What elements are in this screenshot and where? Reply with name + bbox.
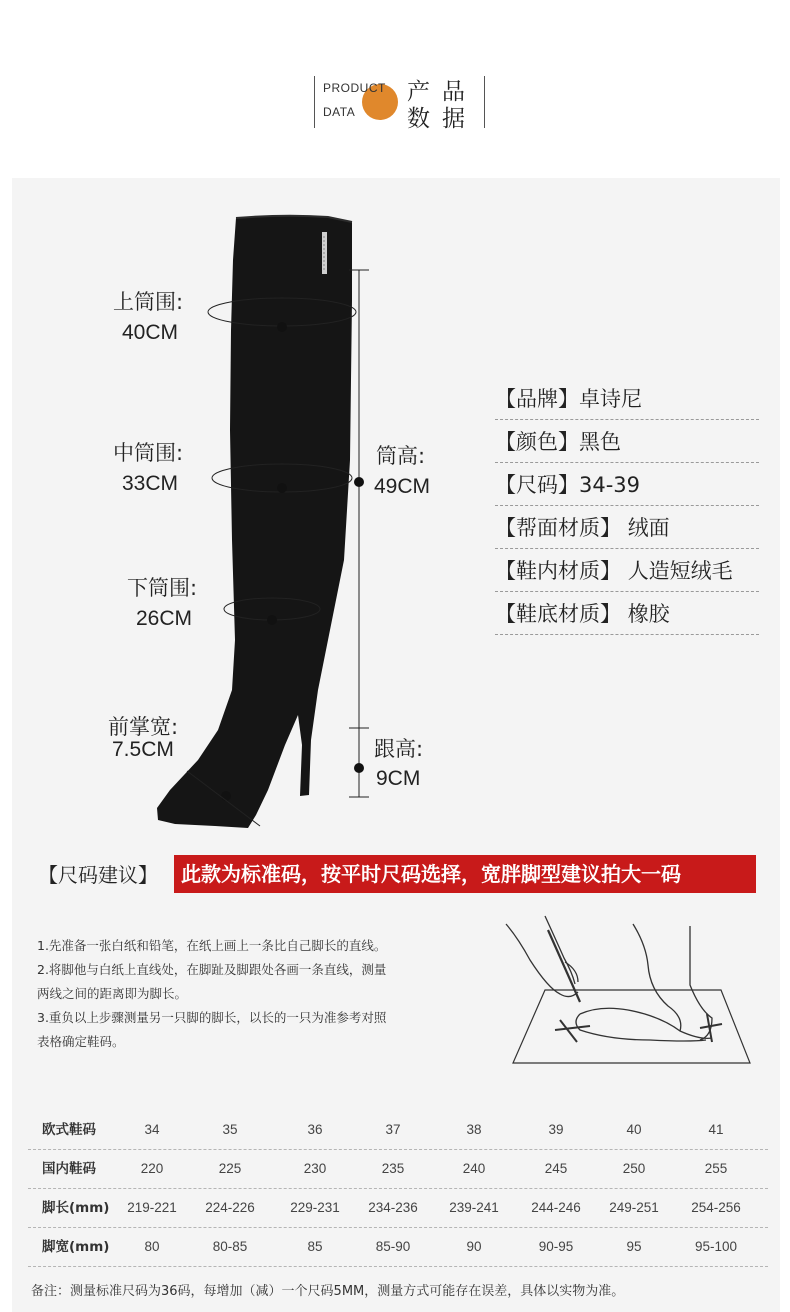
measure-step-3-cont: 表格确定鞋码。 xyxy=(37,1034,125,1049)
spec-size-label: 【尺码】 xyxy=(495,473,579,497)
spec-color xyxy=(495,421,759,463)
table-cell: 245 xyxy=(544,1161,568,1176)
table-cell: 37 xyxy=(385,1122,401,1137)
size-note: 备注：测量标准尺码为36码，每增加（减）一个尺码5MM，测量方式可能存在误差，具体以实物为准。 xyxy=(31,1284,625,1299)
table-cell: 39 xyxy=(548,1122,564,1137)
table-cell: 36 xyxy=(307,1122,323,1137)
table-cell: 85 xyxy=(307,1239,323,1254)
table-cell: 80 xyxy=(144,1239,160,1254)
table-row xyxy=(28,1188,768,1228)
lower-shaft-label: 下筒围: xyxy=(127,576,198,600)
table-cell: 254-256 xyxy=(691,1200,741,1215)
table-cell: 235 xyxy=(381,1161,405,1176)
table-cell: 234-236 xyxy=(368,1200,418,1215)
measure-step-2: 2.将脚他与白纸上直线处，在脚趾及脚跟处各画一条直线，测量 xyxy=(37,962,387,977)
spec-upper-material-value: 绒面 xyxy=(627,516,670,540)
table-cell: 240 xyxy=(462,1161,486,1176)
table-cell: 40 xyxy=(626,1122,642,1137)
table-cell: 249-251 xyxy=(609,1200,659,1215)
lower-shaft-value: 26CM xyxy=(136,607,193,630)
shaft-height-label: 筒高: xyxy=(376,444,426,468)
table-row xyxy=(28,1227,768,1267)
size-advice-title: 【尺码建议】 xyxy=(38,863,158,887)
table-cell: 239-241 xyxy=(449,1200,499,1215)
table-cell: 250 xyxy=(622,1161,646,1176)
spec-sole-material xyxy=(495,593,759,635)
table-cell: 38 xyxy=(466,1122,482,1137)
table-cell: 225 xyxy=(218,1161,242,1176)
table-cell: 41 xyxy=(708,1122,724,1137)
mid-shaft-label: 中筒围: xyxy=(113,441,184,465)
boot-silhouette xyxy=(157,216,352,828)
table-cell: 90 xyxy=(466,1239,482,1254)
header-en-line1: PRODUCT xyxy=(323,81,386,95)
header-cn-line1: 产品 xyxy=(407,79,477,105)
table-cell: 230 xyxy=(303,1161,327,1176)
table-row-head: 国内鞋码 xyxy=(42,1161,96,1177)
table-cell: 224-226 xyxy=(205,1200,255,1215)
table-cell: 95-100 xyxy=(694,1239,738,1254)
spec-color-label: 【颜色】 xyxy=(495,430,579,454)
table-cell: 35 xyxy=(222,1122,238,1137)
header-en-line2: DATA xyxy=(323,105,356,119)
spec-color-value: 黑色 xyxy=(579,430,621,454)
table-cell: 95 xyxy=(626,1239,642,1254)
spec-sole-material-value: 橡胶 xyxy=(627,602,670,626)
shaft-height-value: 49CM xyxy=(374,475,431,498)
table-cell: 34 xyxy=(144,1122,160,1137)
table-cell: 85-90 xyxy=(375,1239,411,1254)
header-cn-line2: 数据 xyxy=(407,106,477,132)
forefoot-width-label: 前掌宽: xyxy=(108,715,179,739)
measure-step-1: 1.先准备一张白纸和铅笔，在纸上画上一条比自己脚长的直线。 xyxy=(37,938,387,953)
spec-upper-material xyxy=(495,507,759,549)
table-cell: 80-85 xyxy=(212,1239,248,1254)
measure-step-3: 3.重负以上步骤测量另一只脚的脚长，以长的一只为准参考对照 xyxy=(37,1010,387,1025)
mid-shaft-value: 33CM xyxy=(122,472,179,495)
spec-lining-material-value: 人造短绒毛 xyxy=(627,559,733,583)
spec-size-value: 34-39 xyxy=(579,473,641,497)
spec-brand-label: 【品牌】 xyxy=(495,387,579,411)
spec-upper-material-label: 【帮面材质】 xyxy=(495,516,628,540)
table-row-head: 脚宽(mm) xyxy=(42,1239,110,1255)
upper-shaft-value: 40CM xyxy=(122,321,179,344)
spec-size xyxy=(495,464,759,506)
table-cell: 219-221 xyxy=(127,1200,177,1215)
heel-height-value: 9CM xyxy=(376,767,421,790)
heel-height-label: 跟高: xyxy=(374,737,424,761)
foot-measure-illustration xyxy=(506,916,750,1063)
table-row-head: 欧式鞋码 xyxy=(42,1122,96,1138)
spec-lining-material xyxy=(495,550,759,592)
upper-shaft-label: 上筒围: xyxy=(113,290,184,314)
forefoot-width-value: 7.5CM xyxy=(112,738,174,761)
spec-brand xyxy=(495,378,759,420)
table-row xyxy=(28,1149,768,1189)
measure-step-2-cont: 两线之间的距离即为脚长。 xyxy=(37,986,188,1001)
table-cell: 244-246 xyxy=(531,1200,581,1215)
spec-brand-value: 卓诗尼 xyxy=(579,387,642,411)
table-cell: 220 xyxy=(140,1161,164,1176)
spec-sole-material-label: 【鞋底材质】 xyxy=(495,602,628,626)
table-cell: 255 xyxy=(704,1161,728,1176)
table-cell: 229-231 xyxy=(290,1200,340,1215)
table-cell: 90-95 xyxy=(538,1239,574,1254)
size-advice-banner: 此款为标准码，按平时尺码选择，宽胖脚型建议拍大一码 xyxy=(174,855,756,893)
spec-lining-material-label: 【鞋内材质】 xyxy=(495,559,628,583)
table-row-head: 脚长(mm) xyxy=(42,1200,110,1216)
table-row xyxy=(28,1110,768,1150)
